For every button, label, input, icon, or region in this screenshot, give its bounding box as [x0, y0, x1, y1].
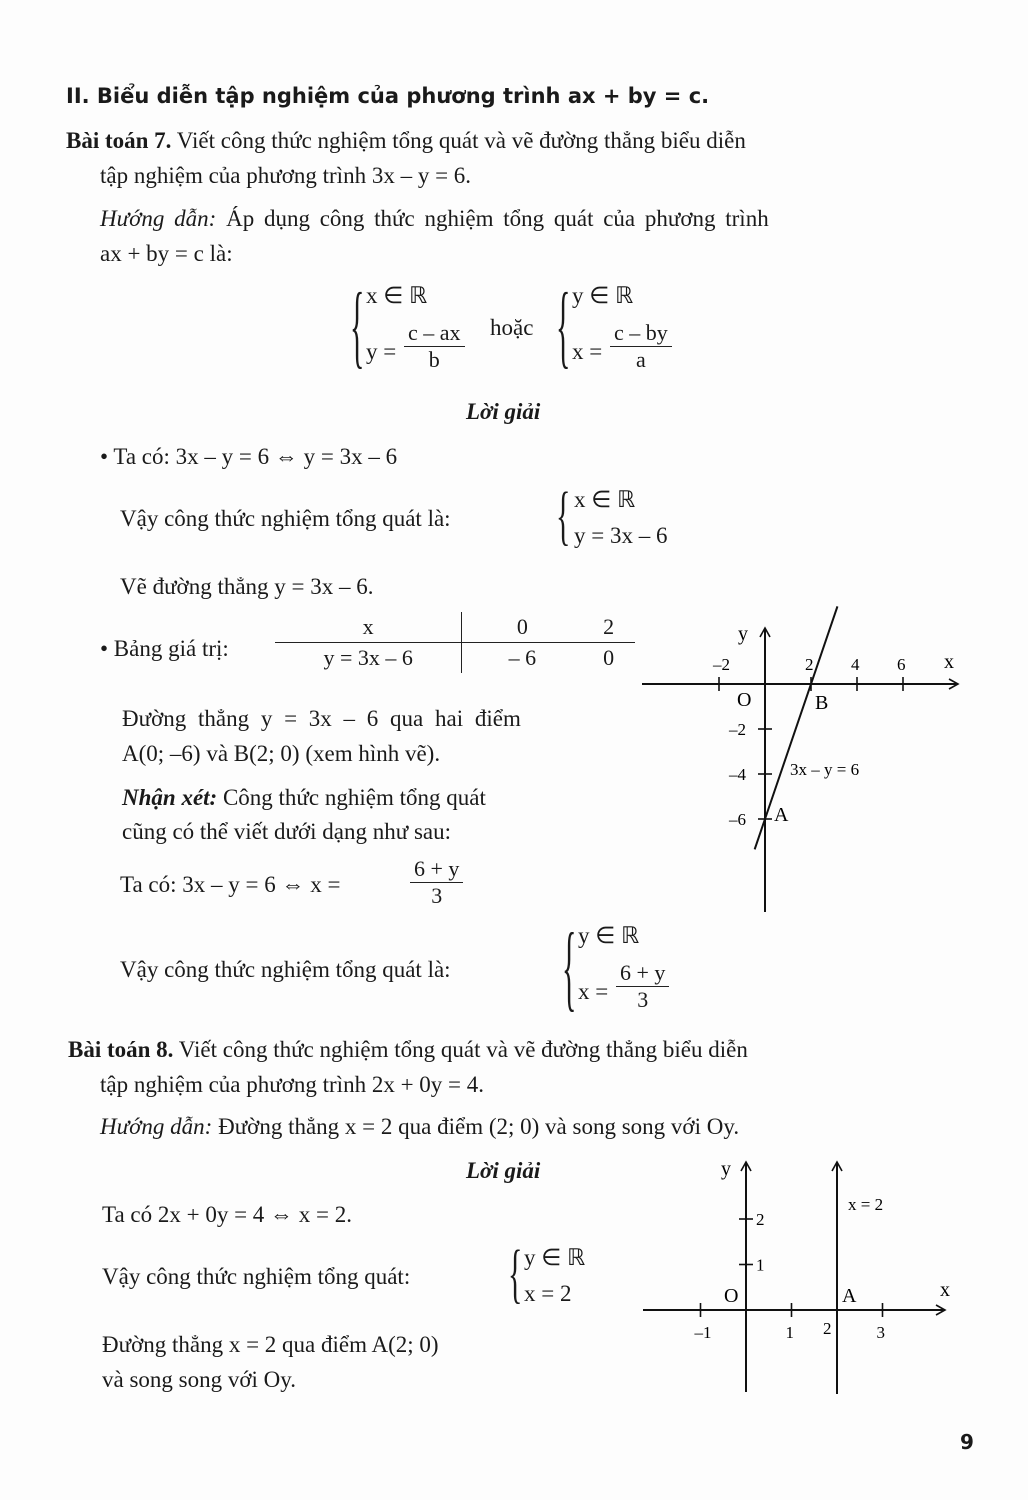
solution-title: Lời giải [466, 399, 541, 424]
formula-1-fraction: $\frac{c - ax}{b}$ [404, 320, 465, 373]
table-cell: x [362, 614, 374, 639]
line-3x-y-6 [755, 606, 838, 849]
system-lhs: x = [578, 979, 609, 1004]
system-line: y ∈ ℝ [578, 923, 640, 948]
y-tick-label: 1 [756, 1255, 765, 1275]
table-cell: 2 [603, 614, 615, 639]
y-tick-label: –4 [729, 765, 746, 784]
origin-label: O [737, 689, 752, 711]
remark: Nhận xét: Công thức nghiệm tổng quát [122, 785, 486, 810]
system-line: y ∈ ℝ [524, 1245, 586, 1270]
formula-1-line-1: x ∈ ℝ [366, 283, 428, 308]
table-cell: y = 3x – 6 [323, 645, 413, 670]
table-cell: – 6 [462, 643, 583, 674]
problem8-statement-2: tập nghiệm của phương trình 2x + 0y = 4. [100, 1072, 485, 1097]
formula-2-fraction: $\frac{c - by}{a}$ [610, 320, 672, 373]
formula-2-line-1: y ∈ ℝ [572, 283, 634, 308]
or-text: hoặc [490, 315, 534, 340]
table-cell: 0 [462, 612, 583, 643]
x-tick-label: –2 [713, 655, 730, 674]
x-tick-label: –1 [694, 1323, 712, 1342]
solution-line: Vậy công thức nghiệm tổng quát là: [120, 506, 451, 531]
brace: { [508, 1238, 523, 1311]
solution-line: Ta có 2x + 0y = 4 ⇔ x = 2. [102, 1202, 353, 1227]
fraction: $\frac{6 + y}{3}$ [616, 960, 669, 1013]
problem8-hint: Hướng dẫn: Đường thẳng x = 2 qua điểm (2; 0) và song song với Oy. [100, 1114, 740, 1139]
remark-2: cũng có thể viết dưới dạng như sau: [122, 819, 451, 844]
page-number: 9 [960, 1430, 974, 1454]
line-label: x = 2 [848, 1195, 884, 1214]
problem7-hint: Hướng dẫn: Áp dụng công thức nghiệm tổng quát của phương trình [100, 206, 769, 231]
solution-line: Ta có: 3x – y = 6 ⇔ x = [120, 872, 341, 897]
x-tick-label: 4 [851, 655, 860, 674]
point-a-label: A [842, 1285, 857, 1307]
formula-2-lhs: x = [572, 339, 603, 364]
point-b-label: B [815, 692, 829, 714]
solution-line: Đường thẳng y = 3x – 6 qua hai điểm [122, 706, 521, 731]
line-label: 3x – y = 6 [790, 760, 860, 779]
system-line: y = 3x – 6 [574, 523, 668, 548]
x-tick-label: 6 [897, 655, 906, 674]
solution-line: Vậy công thức nghiệm tổng quát là: [120, 957, 451, 982]
solution-line: Vẽ đường thẳng y = 3x – 6. [120, 574, 374, 599]
y-axis-label: y [738, 623, 748, 645]
origin-label: O [724, 1285, 739, 1307]
problem8-statement: Bài toán 8. Viết công thức nghiệm tổng quát và vẽ đường thẳng biểu diễn [68, 1037, 748, 1062]
problem7-statement: Bài toán 7. Viết công thức nghiệm tổng quát và vẽ đường thẳng biểu diễn [66, 128, 746, 153]
x-axis-label: x [944, 651, 954, 673]
formula-1-lhs: y = [366, 339, 397, 364]
x-tick-label: 2 [805, 655, 814, 674]
solution-line: • Ta có: 3x – y = 6 ⇔ y = 3x – 6 [100, 444, 398, 469]
system-line: x = 2 [524, 1281, 572, 1306]
solution-line: Vậy công thức nghiệm tổng quát: [102, 1264, 411, 1289]
x-tick-label: 2 [823, 1319, 832, 1338]
x-tick-label: 1 [785, 1323, 794, 1342]
y-axis-label: y [721, 1158, 731, 1180]
brace: { [556, 480, 571, 553]
problem7-hint-2: ax + by = c là: [100, 241, 233, 266]
fraction: $\frac{6 + y}{3}$ [410, 856, 463, 909]
brace: { [350, 276, 365, 379]
solution-line: A(0; –6) và B(2; 0) (xem hình vẽ). [122, 741, 441, 766]
system-line: x ∈ ℝ [574, 487, 636, 512]
y-tick-label: –6 [729, 810, 746, 829]
problem7-statement-2: tập nghiệm của phương trình 3x – y = 6. [100, 163, 472, 188]
y-tick-label: –2 [729, 720, 746, 739]
solution-line: Đường thẳng x = 2 qua điểm A(2; 0) [102, 1332, 439, 1357]
x-tick-label: 3 [876, 1323, 885, 1342]
x-axis-label: x [940, 1279, 950, 1301]
table-cell: 0 [603, 645, 615, 670]
y-tick-label: 2 [756, 1210, 765, 1229]
table-label: • Bảng giá trị: [100, 636, 229, 661]
solution-line: và song song với Oy. [102, 1367, 297, 1392]
point-a-label: A [774, 804, 789, 826]
solution-title: Lời giải [466, 1158, 541, 1183]
brace: { [556, 276, 571, 379]
brace: { [562, 916, 577, 1022]
section-heading: II. Biểu diễn tập nghiệm của phương trình ax + by = c. [66, 84, 710, 108]
